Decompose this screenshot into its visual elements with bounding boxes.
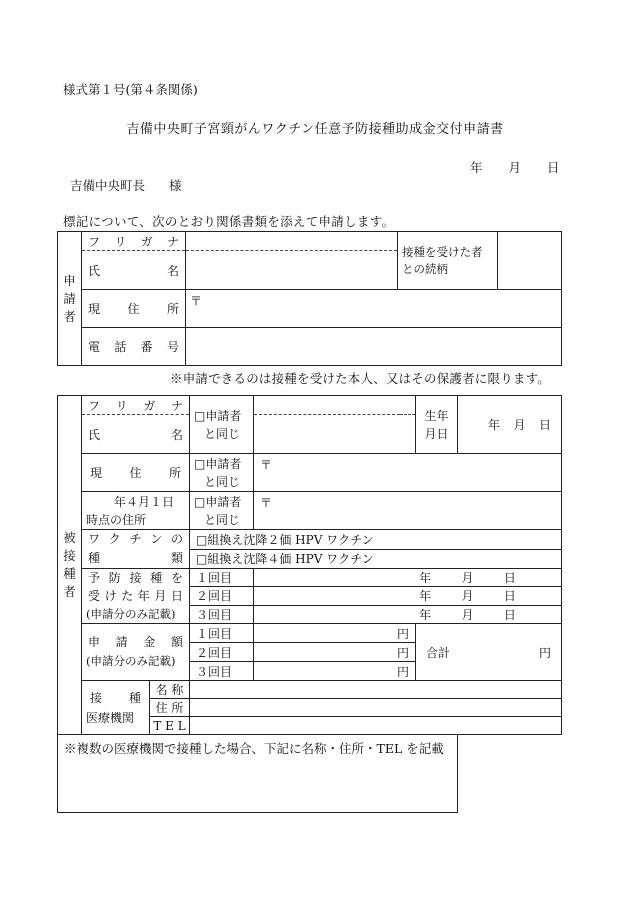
applicant-phone-field[interactable] [186, 328, 562, 366]
amount-round-3-label: ３回目 [190, 662, 254, 681]
multi-clinic-area[interactable] [58, 735, 458, 813]
birth-field[interactable]: 年 月 日 [458, 396, 562, 454]
amount-label: 申 請 金 額 (申請分のみ記載) [82, 624, 190, 681]
recipient-name-label: 氏 名 [82, 415, 190, 454]
amount-round-1-field[interactable]: 円 [254, 624, 416, 643]
applicant-address-label: 現 住 所 [82, 290, 186, 328]
addressee-name: 吉備中央町長 [70, 178, 146, 193]
recipient-name-field[interactable] [254, 415, 416, 454]
intro-text: 標記について、次のとおり関係書類を添えて申請します。 [63, 214, 395, 229]
date-month: 月 [508, 160, 522, 175]
clinic-tel-label: T E L [150, 717, 190, 735]
vacc-round-3-label: ３回目 [190, 605, 254, 623]
vacc-round-3-date[interactable]: 年 月 日 [254, 605, 562, 623]
amount-round-2-field[interactable]: 円 [254, 643, 416, 662]
recipient-furigana-field[interactable] [254, 396, 416, 415]
postal-mark: 〒 [190, 294, 203, 308]
clinic-name-label: 名 称 [150, 681, 190, 699]
amount-round-2-label: ２回目 [190, 643, 254, 662]
recipient-address-field[interactable] [254, 454, 562, 492]
vaccine-option-quadrivalent[interactable]: □組換え沈降４価 HPV ワクチン [190, 549, 562, 569]
vacc-round-2-label: ２回目 [190, 587, 254, 605]
applicant-address-field[interactable] [186, 290, 562, 328]
relation-label: 接種を受けた者 との続柄 [398, 232, 498, 290]
postal-mark: 〒 [260, 458, 273, 472]
vacc-round-2-date[interactable]: 年 月 日 [254, 587, 562, 605]
applicant-section-label: 申 請 者 [58, 232, 82, 366]
recipient-address-label: 現 住 所 [82, 454, 190, 492]
postal-mark: 〒 [260, 496, 273, 510]
vaccine-type-label: ワ ク チ ン の 種 類 [82, 530, 190, 569]
amount-round-3-field[interactable]: 円 [254, 662, 416, 681]
date-year: 年 [470, 160, 483, 175]
addressee [70, 176, 182, 194]
clinic-tel-field[interactable] [190, 717, 562, 735]
birth-label: 生年 月日 [416, 396, 458, 454]
vacc-round-1-date[interactable]: 年 月 日 [254, 569, 562, 587]
application-date [470, 158, 560, 176]
vaccine-option-bivalent[interactable]: □組換え沈降２価 HPV ワクチン [190, 530, 562, 550]
recipient-name-same-checkbox[interactable]: □申請者 と同じ [190, 396, 254, 454]
recipient-section-label: 被 接 種 者 [58, 396, 82, 735]
amount-total[interactable]: 合計 円 [416, 624, 562, 681]
vacc-round-1-label: １回目 [190, 569, 254, 587]
date-day: 日 [547, 160, 560, 175]
amount-round-1-label: １回目 [190, 624, 254, 643]
applicant-furigana-field[interactable] [186, 232, 398, 251]
applicant-furigana-label: フ リ ガ ナ [82, 232, 186, 251]
clinic-label: 接 種 医療機関 [82, 681, 150, 735]
april-address-field[interactable] [254, 492, 562, 530]
applicant-name-label: 氏 名 [82, 251, 186, 290]
form-number: 様式第１号(第４条関係) [63, 82, 198, 97]
clinic-name-field[interactable] [190, 681, 562, 699]
recipient-table [57, 395, 562, 813]
recipient-furigana-label: フ リ ガ ナ [82, 396, 190, 415]
relation-field[interactable] [498, 232, 562, 290]
recipient-address-same-checkbox[interactable]: □申請者 と同じ [190, 454, 254, 492]
applicant-note: ※申請できるのは接種を受けた本人、又はその保護者に限ります。 [170, 371, 551, 386]
clinic-address-label: 住 所 [150, 699, 190, 717]
addressee-honorific: 様 [169, 178, 182, 193]
clinic-address-field[interactable] [190, 699, 562, 717]
document-title: 吉備中央町子宮頸がんワクチン任意予防接種助成金交付申請書 [126, 122, 504, 137]
applicant-name-field[interactable] [186, 251, 398, 290]
applicant-phone-label: 電 話 番 号 [82, 328, 186, 366]
april-address-label: 年４月１日 時点の住所 [82, 492, 190, 530]
multi-clinic-note: ※複数の医療機関で接種した場合、下記に名称・住所・TEL を記載 [64, 741, 444, 756]
applicant-table [57, 231, 562, 366]
april-address-same-checkbox[interactable]: □申請者 と同じ [190, 492, 254, 530]
vaccination-date-label: 予 防 接 種 を 受 け た 年 月 日 (申請分のみ記載) [82, 569, 190, 624]
